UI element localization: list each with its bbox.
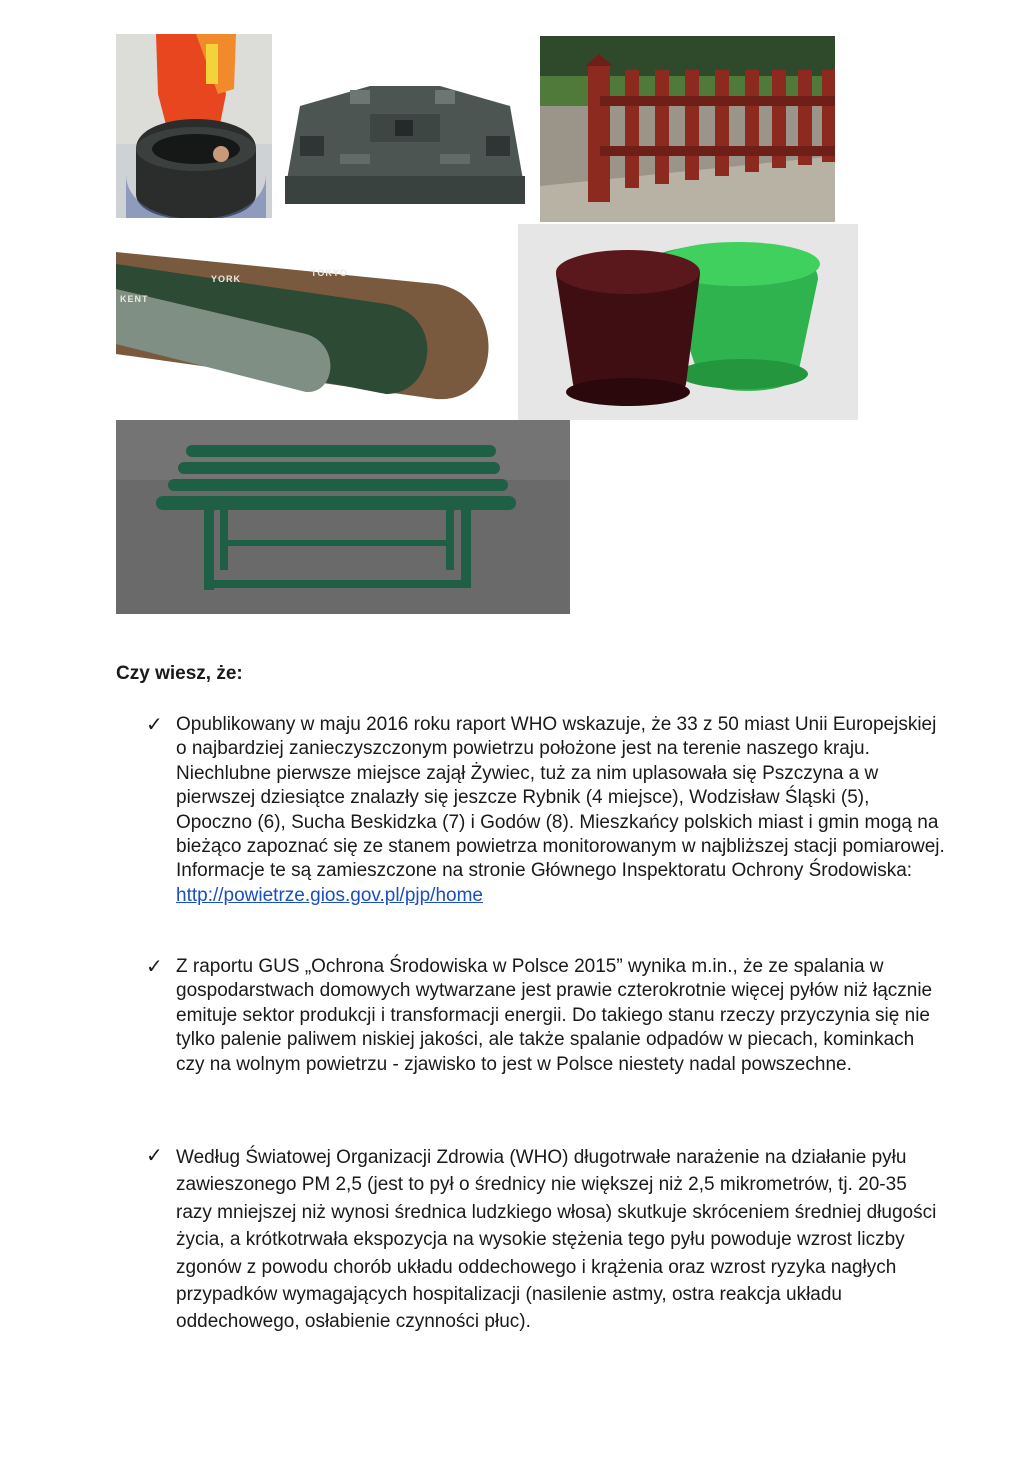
recycled-plastic-base-photo	[280, 76, 530, 208]
fact-text-body: Opublikowany w maju 2016 roku raport WHO wskazuje, że 33 z 50 miast Unii Europejskiej o najbardziej zanieczyszczonym powietrzu położone jest na terenie naszego kraju. Niechlubne pierwsze miejsce zajął Żywiec, tuż za nim uplasowała się Pszczyna a w pierwszej dziesiątce znalazły się jeszcze Rybnik (4 miejsce), Wodzisław Śląski (5), Opoczno (6), Sucha Beskidzka (7) i Godów (8). Mieszkańcy polskich miast i gmin mogą na bieżąco zapoznać się ze stanem powietrza monitorowanym w najbliższej stacji pomiarowej. Informacje te są zamieszczone na stronie Głównego Inspektoratu Ochrony Środowiska:	[176, 714, 945, 882]
fact-text: Według Światowej Organizacji Zdrowia (WHO) długotrwałe narażenie na działanie pyłu zawieszonego PM 2,5 (jest to pył o średnicy nie większej niż 2,5 mikrometrów, tj. 20-35 razy mniejszej niż wynosi średnica ludzkiego włosa) skutkuje skróceniem średniej długości życia, a krótkotrwała ekspozycja na wysokie stężenia tego pyłu powoduje wzrost liczby zgonów z powodu chorób układu oddechowego i krążenia oraz wzrost ryzyka nagłych przypadków wymagających hospitalizacji (nasilenie astmy, ostra reakcja układu oddechowego, osłabienie czynności płuc).	[176, 1147, 937, 1333]
manhole-ring-photo	[116, 34, 272, 218]
green-bench-photo	[116, 420, 570, 614]
board-label-tokyo: TOKYO	[311, 268, 348, 278]
board-label-york: YORK	[211, 274, 242, 284]
fact-item	[146, 1144, 946, 1336]
flower-pots-photo	[518, 224, 858, 420]
check-icon: ✓	[146, 956, 163, 978]
page-heading: Czy wiesz, że:	[116, 663, 243, 684]
fact-text: Z raportu GUS „Ochrona Środowiska w Polsce 2015” wynika m.in., że ze spalania w gospodarstwach domowych wytwarzane jest prawie czterokrotnie więcej pyłów niż łącznie emituje sektor produkcji i transformacji energii. Do takiego stanu rzeczy przyczynia się nie tylko palenie paliwem niskiej jakości, ale także spalanie odpadów w piecach, kominkach czy na wolnym powietrzu - zjawisko to jest w Polsce niestety nadal powszechne.	[176, 956, 933, 1075]
fact-item	[146, 713, 946, 908]
fact-text	[176, 713, 946, 908]
recycled-boards-photo	[116, 244, 500, 404]
gios-link[interactable]: http://powietrze.gios.gov.pl/pjp/home	[176, 884, 483, 906]
plastic-fence-photo	[540, 36, 835, 222]
check-icon: ✓	[146, 1145, 163, 1167]
fact-item	[146, 955, 946, 1077]
board-label-kent: KENT	[120, 294, 149, 304]
check-icon: ✓	[146, 714, 163, 736]
